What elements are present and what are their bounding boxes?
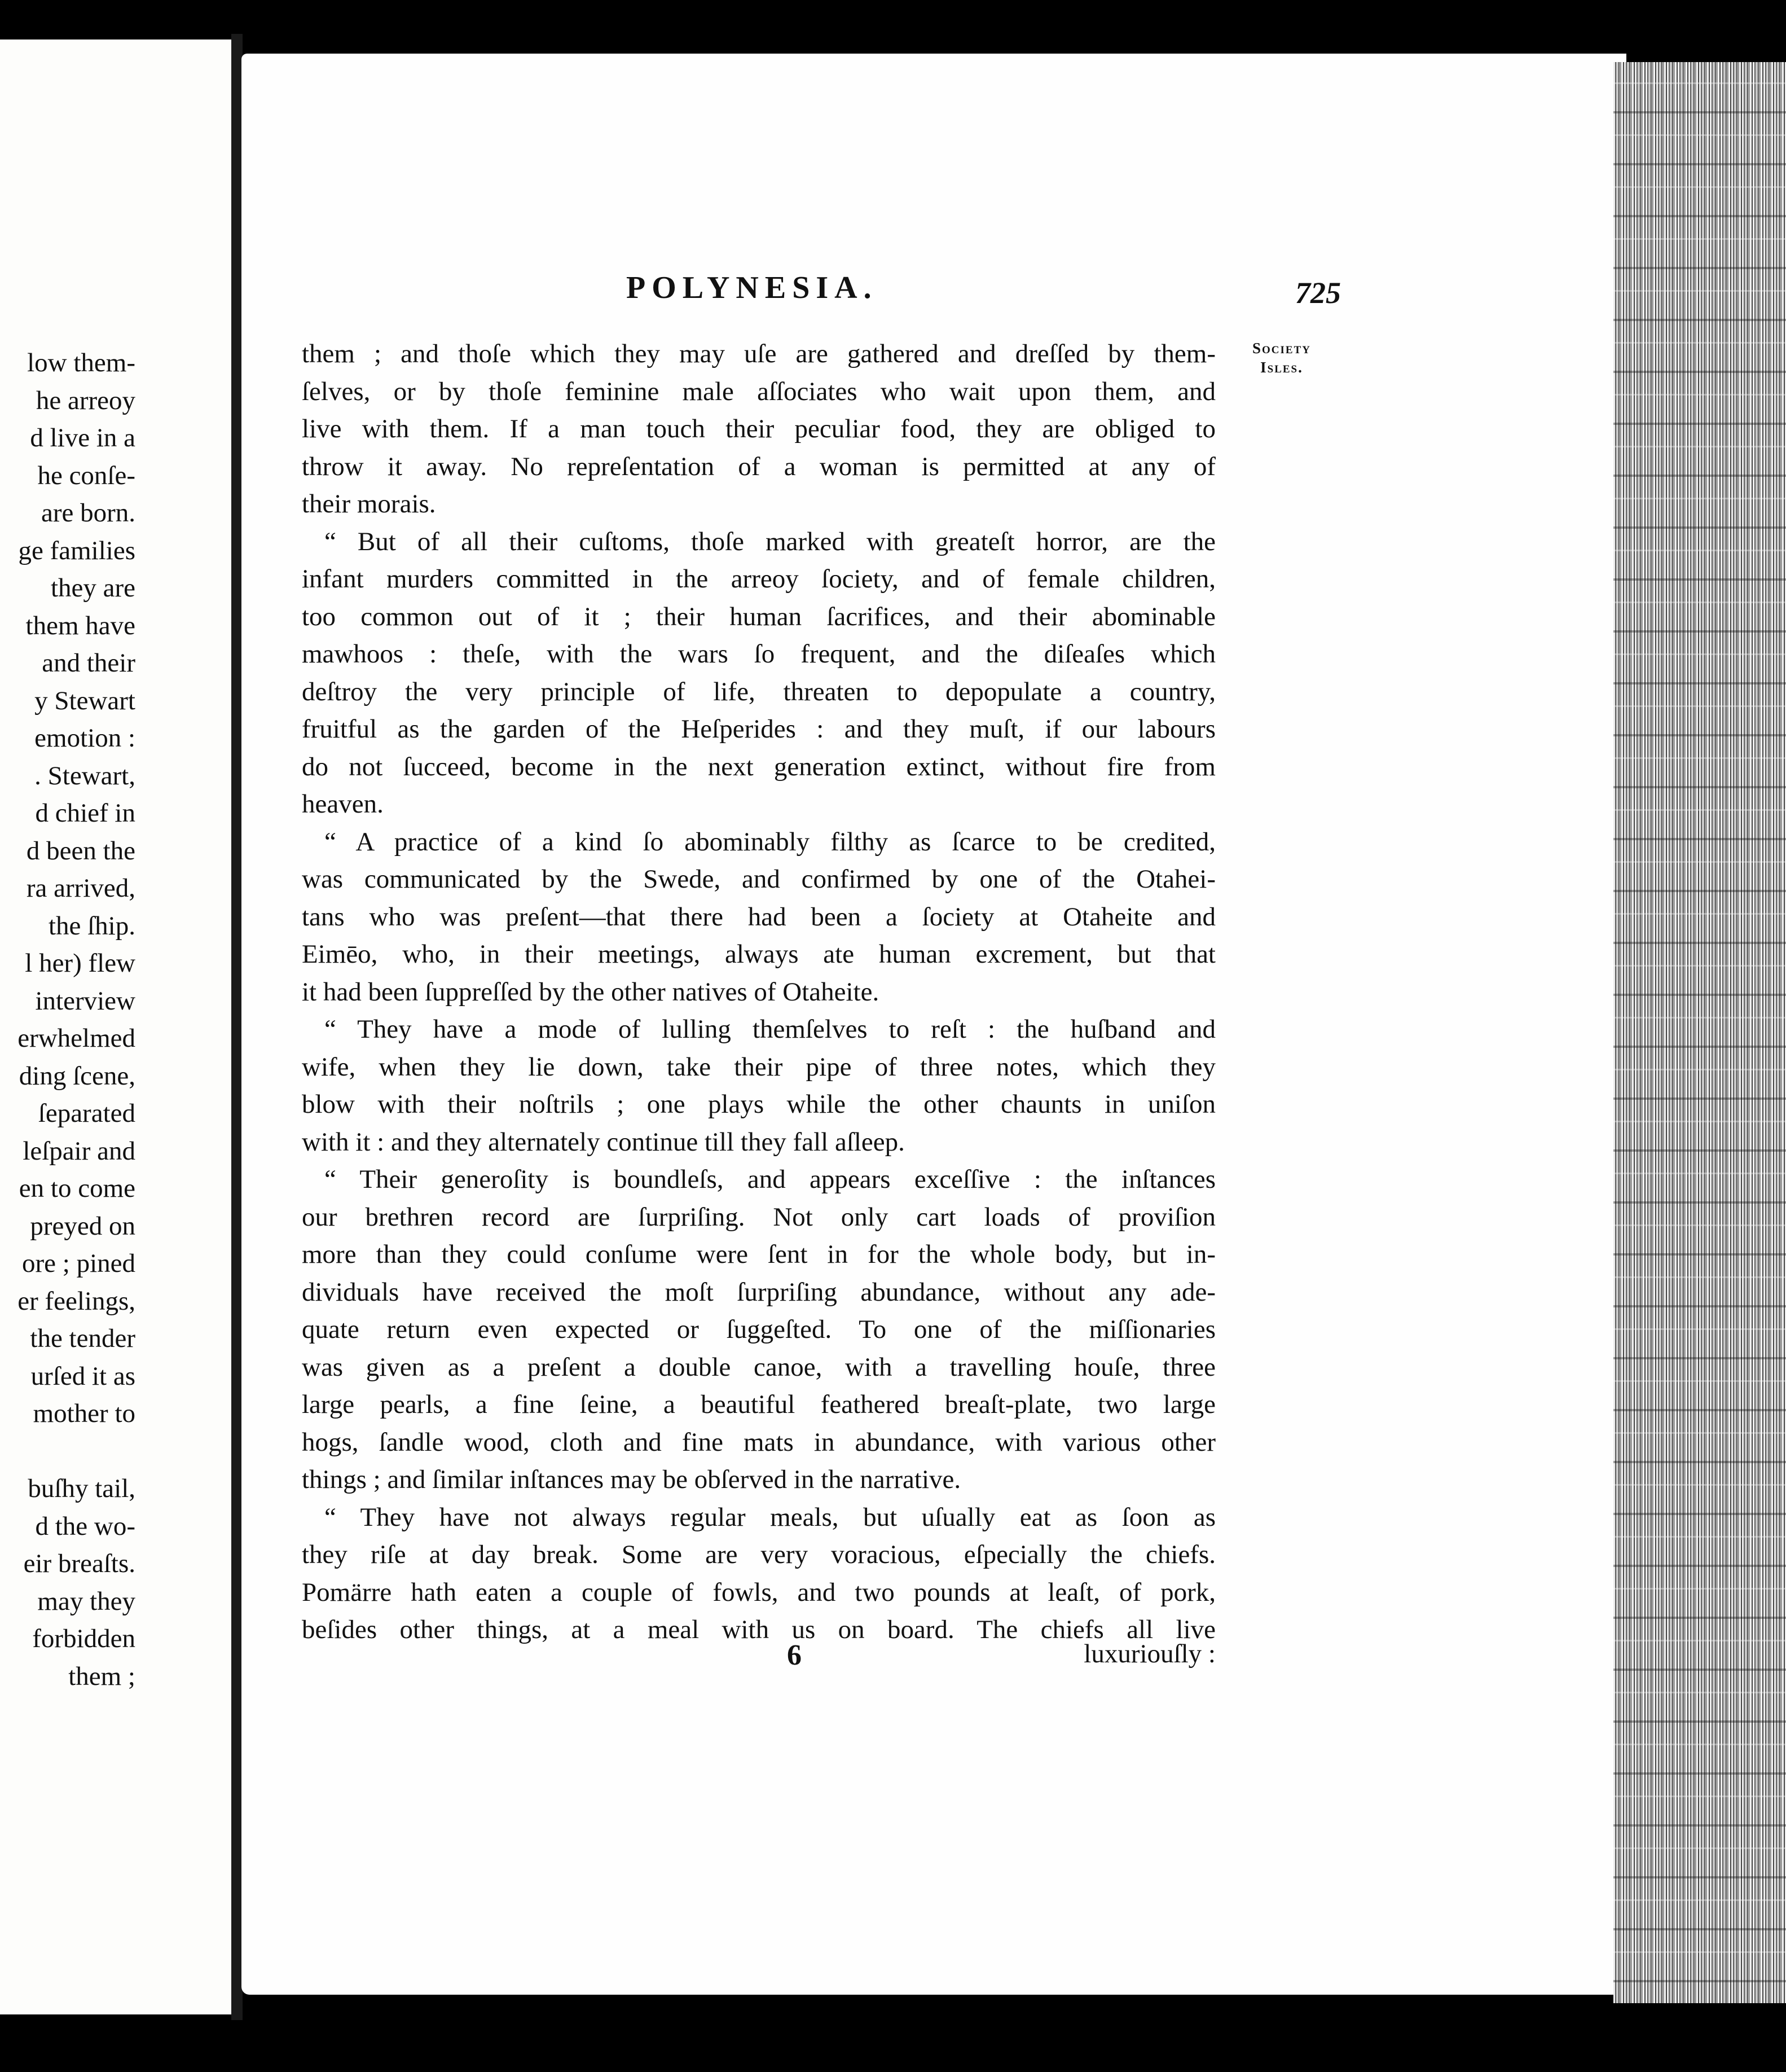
text-line: large pearls, a fine ſeine, a beautiful feathered breaſt-plate, two large	[302, 1390, 1216, 1419]
left-page-line: y Stewart	[34, 686, 135, 715]
left-page-line: d live in a	[30, 423, 135, 453]
text-line: hogs, ſandle wood, cloth and fine mats in abundance, with various other	[302, 1427, 1216, 1457]
left-page-line: buſhy tail,	[28, 1474, 135, 1503]
left-page-line: the tender	[30, 1324, 135, 1353]
text-line: with it : and they alternately continue till they fall aſleep.	[302, 1127, 905, 1157]
margin-note-line: Society	[1252, 340, 1311, 357]
text-line: their morais.	[302, 489, 436, 519]
left-page-line: ge families	[18, 535, 135, 565]
text-line: more than they could conſume were ſent in for the whole body, but in-	[302, 1240, 1216, 1269]
text-line: quate return even expected or ſuggeſted. To one of the miſſionaries	[302, 1315, 1216, 1344]
left-page-line: ding ſcene,	[19, 1061, 135, 1091]
left-page-line: interview	[35, 986, 135, 1016]
left-page-line: forbidden	[32, 1624, 135, 1653]
text-line: live with them. If a man touch their peculiar food, they are obliged to	[302, 414, 1216, 444]
left-page-text	[0, 344, 135, 1695]
left-page-line: he arreoy	[36, 385, 135, 415]
text-line: deſtroy the very principle of life, threaten to depopulate a country,	[302, 677, 1216, 706]
left-page-line: them have	[25, 611, 135, 640]
left-page-line: . Stewart,	[34, 761, 135, 791]
text-line: beſides other things, at a meal with us on board. The chiefs all live	[302, 1615, 1216, 1644]
page-footer	[302, 1639, 1216, 1678]
running-head: POLYNESIA.	[626, 270, 878, 305]
text-line: tans who was preſent—that there had been a ſociety at Otaheite and	[302, 902, 1216, 932]
text-line: was given as a preſent a double canoe, with a travelling houſe, three	[302, 1352, 1216, 1382]
text-line: infant murders committed in the arreoy ſociety, and of female children,	[302, 564, 1216, 594]
left-page-line: er feelings,	[17, 1286, 135, 1316]
left-page-line: the ſhip.	[48, 911, 135, 941]
page-number: 725	[1295, 276, 1341, 310]
left-page-line: d the wo-	[35, 1511, 135, 1541]
left-page-line: erwhelmed	[17, 1024, 135, 1053]
text-line: heaven.	[302, 789, 384, 819]
text-line: “ They have not always regular meals, but uſually eat as ſoon as	[324, 1502, 1216, 1532]
margin-note	[1237, 339, 1327, 377]
left-page-line: d chief in	[35, 798, 135, 828]
left-page-line: urſed it as	[30, 1361, 135, 1391]
text-line: do not ſucceed, become in the next generation extinct, without fire from	[302, 752, 1216, 782]
left-page-line: emotion :	[34, 723, 135, 753]
left-page	[0, 39, 231, 2014]
left-page-line: d been the	[26, 836, 135, 866]
left-page-line: he conſe-	[37, 460, 135, 490]
left-page-line: l her) flew	[25, 949, 135, 978]
text-line: Eimēo, who, in their meetings, always ate human excrement, but that	[302, 940, 1216, 969]
left-page-line: may they	[37, 1586, 135, 1616]
margin-note-line: Isles.	[1260, 359, 1303, 376]
left-page-line: ſeparated	[38, 1099, 135, 1128]
left-page-line: them ;	[68, 1661, 135, 1691]
text-line: they riſe at day break. Some are very voracious, eſpecially the chiefs.	[302, 1540, 1216, 1569]
text-line: fruitful as the garden of the Heſperides : and they muſt, if our labours	[302, 714, 1216, 744]
left-page-line: preyed on	[30, 1211, 135, 1241]
left-page-line: are born.	[41, 498, 135, 528]
text-line: our brethren record are ſurpriſing. Not only cart loads of proviſion	[302, 1202, 1216, 1232]
left-page-line: en to come	[19, 1174, 135, 1203]
left-page-line	[0, 1433, 135, 1470]
text-line: dividuals have received the moſt ſurpriſing abundance, without any ade-	[302, 1277, 1216, 1307]
page-edges	[1613, 62, 1786, 2003]
body-text	[302, 335, 1216, 1649]
text-line: it had been ſuppreſſed by the other natives of Otaheite.	[302, 977, 879, 1007]
text-line: them ; and thoſe which they may uſe are gathered and dreſſed by them-	[302, 339, 1216, 368]
text-line: ſelves, or by thoſe feminine male aſſociates who wait upon them, and	[302, 376, 1216, 406]
left-page-line: ore ; pined	[22, 1249, 135, 1278]
left-page-line: leſpair and	[23, 1136, 135, 1166]
text-line: things ; and ſimilar inſtances may be obſerved in the narrative.	[302, 1465, 961, 1494]
signature-mark: 6	[787, 1639, 802, 1671]
text-line: “ But of all their cuſtoms, thoſe marked with greateſt horror, are the	[324, 526, 1216, 556]
left-page-line: mother to	[33, 1399, 135, 1428]
text-line: “ They have a mode of lulling themſelves to reſt : the huſband and	[324, 1015, 1216, 1044]
text-line: “ A practice of a kind ſo abominably filthy as ſcarce to be credited,	[324, 827, 1216, 857]
left-page-line: ra arrived,	[26, 873, 135, 903]
book-gutter	[231, 34, 243, 2020]
text-line: blow with their noſtrils ; one plays while the other chaunts in uniſon	[302, 1090, 1216, 1119]
left-page-line: they are	[50, 573, 135, 603]
left-page-line: eir breaſts.	[23, 1549, 135, 1578]
left-page-line: and their	[42, 648, 135, 678]
text-line: throw it away. No repreſentation of a woman is permitted at any of	[302, 451, 1216, 481]
text-line: wife, when they lie down, take their pipe of three notes, which they	[302, 1052, 1216, 1082]
text-line: “ Their generoſity is boundleſs, and appears exceſſive : the inſtances	[324, 1165, 1216, 1194]
catchword: luxuriouſly :	[1084, 1639, 1216, 1669]
text-line: Pomärre hath eaten a couple of fowls, and two pounds at leaſt, of pork,	[302, 1577, 1216, 1607]
text-line: mawhoos : theſe, with the wars ſo frequent, and the diſeaſes which	[302, 639, 1216, 669]
left-page-line: low them-	[27, 348, 135, 377]
text-line: was communicated by the Swede, and confirmed by one of the Otahei-	[302, 864, 1216, 894]
text-line: too common out of it ; their human ſacrifices, and their abominable	[302, 602, 1216, 631]
